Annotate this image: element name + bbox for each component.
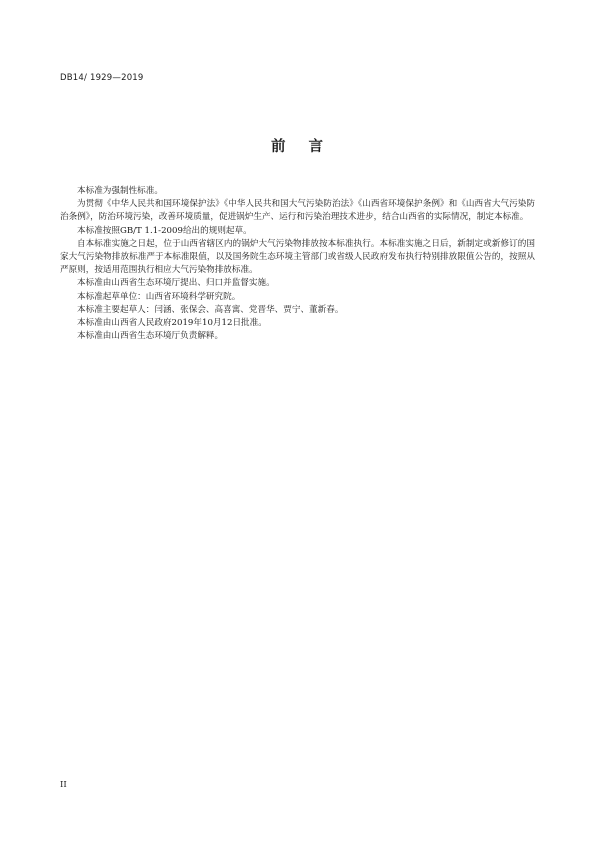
paragraph-drafters: 本标准主要起草人：闫涵、张保会、高喜寓、党晋华、贾宁、董新春。 bbox=[77, 304, 344, 315]
title-char-2: 言 bbox=[308, 139, 324, 155]
paragraph-implementation: 自本标准实施之日起，位于山西省辖区内的锅炉大气污染物排放按本标准执行。本标准实施之日后，新制定或新修订的国家大气污染物排放标准严于本标准限值，以及国务院生态环境主管部门或省级人民政府发布执行特别排放限值公告的，按照从严原则，按适用范围执行相应大气污染物排放标准。 bbox=[60, 238, 535, 276]
paragraph-drafting-rules: 本标准按照GB/T 1.1-2009给出的规则起草。 bbox=[77, 225, 252, 236]
page-number: II bbox=[60, 780, 67, 790]
paragraph-mandatory: 本标准为强制性标准。 bbox=[77, 186, 163, 196]
paragraph-interpretation: 本标准由山西省生态环境厅负责解释。 bbox=[77, 331, 224, 342]
standard-code: DB14/ 1929—2019 bbox=[60, 73, 144, 83]
title-char-1: 前 bbox=[271, 139, 287, 155]
foreword-body bbox=[60, 185, 535, 343]
page-title bbox=[0, 135, 595, 156]
paragraph-purpose: 为贯彻《中华人民共和国环境保护法》《中华人民共和国大气污染防治法》《山西省环境保护条例》和《山西省大气污染防治条例》，防治环境污染，改善环境质量，促进锅炉生产、运行和污染治理技术进步，结合山西省的实际情况，制定本标准。 bbox=[60, 199, 535, 223]
paragraph-drafting-unit: 本标准起草单位：山西省环境科学研究院。 bbox=[77, 291, 241, 302]
paragraph-proposer: 本标准由山西省生态环境厅提出、归口并监督实施。 bbox=[77, 278, 275, 289]
paragraph-approval: 本标准由山西省人民政府2019年10月12日批准。 bbox=[77, 318, 267, 329]
